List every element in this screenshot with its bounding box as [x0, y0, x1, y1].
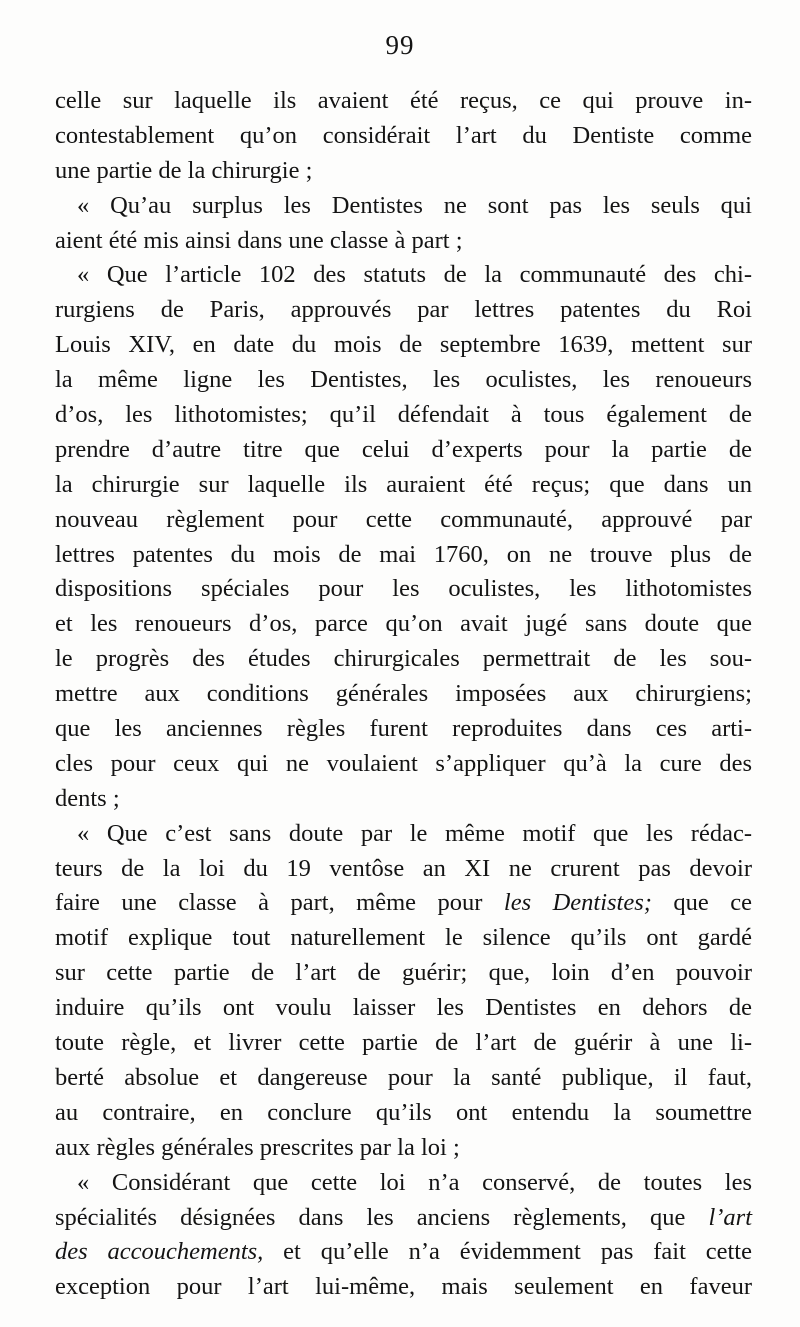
text-line: exception pour l’art lui-même, mais seulement en faveur	[55, 1273, 752, 1301]
text-line: aux règles générales prescrites par la loi ;	[55, 1133, 460, 1161]
italic-segment: des accouchements,	[55, 1238, 264, 1266]
text-line: prendre d’autre titre que celui d’experts pour la partie de	[55, 435, 752, 463]
text-line: la même ligne les Dentistes, les oculistes, les renoueurs	[55, 366, 752, 394]
text-line: au contraire, en conclure qu’ils ont entendu la soumettre	[55, 1098, 752, 1126]
text-line: d’os, les lithotomistes; qu’il défendait à tous également de	[55, 401, 752, 429]
text-line	[55, 886, 752, 921]
text-line: induire qu’ils ont voulu laisser les Dentistes en dehors de	[55, 994, 752, 1022]
text-line: teurs de la loi du 19 ventôse an XI ne crurent pas devoir	[55, 854, 752, 882]
text-line: contestablement qu’on considérait l’art du Dentiste comme	[55, 121, 752, 149]
text-line: « Considérant que cette loi n’a conservé, de toutes les	[77, 1168, 752, 1196]
text-line	[55, 1235, 752, 1270]
text-line	[55, 1201, 752, 1236]
text-line: rurgiens de Paris, approuvés par lettres patentes du Roi	[55, 296, 752, 324]
text-line: celle sur laquelle ils avaient été reçus, ce qui prouve in-	[55, 87, 752, 114]
text-segment: que ce	[651, 889, 753, 917]
text-line: « Que l’article 102 des statuts de la communauté des chi-	[77, 261, 752, 289]
italic-segment: l’art	[708, 1203, 752, 1231]
text-line: lettres patentes du mois de mai 1760, on ne trouve plus de	[55, 540, 752, 568]
text-line: dents ;	[55, 784, 120, 812]
text-line: motif explique tout naturellement le silence qu’ils ont gardé	[55, 924, 752, 952]
text-line: et les renoueurs d’os, parce qu’on avait jugé sans doute que	[55, 610, 752, 638]
body-text	[55, 84, 752, 1305]
text-line: « Que c’est sans doute par le même motif que les rédac-	[77, 819, 752, 847]
text-segment: spécialités désignées dans les anciens règlements, que	[55, 1203, 709, 1231]
text-line: que les anciennes règles furent reproduites dans ces arti-	[55, 715, 752, 743]
text-line: sur cette partie de l’art de guérir; que, loin d’en pouvoir	[55, 959, 752, 987]
italic-segment: les Dentistes;	[503, 889, 652, 917]
text-line: mettre aux conditions générales imposées aux chirurgiens;	[55, 680, 752, 708]
text-line: le progrès des études chirurgicales permettrait de les sou-	[55, 645, 752, 673]
text-line: nouveau règlement pour cette communauté, approuvé par	[55, 505, 752, 533]
page-number: 99	[385, 30, 415, 60]
text-line: la chirurgie sur laquelle ils auraient été reçus; que dans un	[55, 470, 752, 498]
text-segment: et qu’elle n’a évidemment pas fait cette	[263, 1238, 752, 1266]
text-line: aient été mis ainsi dans une classe à part ;	[55, 226, 463, 254]
text-line: « Qu’au surplus les Dentistes ne sont pas les seuls qui	[77, 191, 752, 219]
text-line: une partie de la chirurgie ;	[55, 156, 313, 184]
text-line: berté absolue et dangereuse pour la santé publique, il faut,	[55, 1063, 752, 1091]
text-line: dispositions spéciales pour les oculistes, les lithotomistes	[55, 575, 752, 603]
text-line: toute règle, et livrer cette partie de l’art de guérir à une li-	[55, 1029, 752, 1057]
text-segment: faire une classe à part, même pour	[55, 889, 504, 917]
text-line: Louis XIV, en date du mois de septembre 1639, mettent sur	[55, 331, 752, 359]
text-line: cles pour ceux qui ne voulaient s’appliquer qu’à la cure des	[55, 749, 752, 777]
